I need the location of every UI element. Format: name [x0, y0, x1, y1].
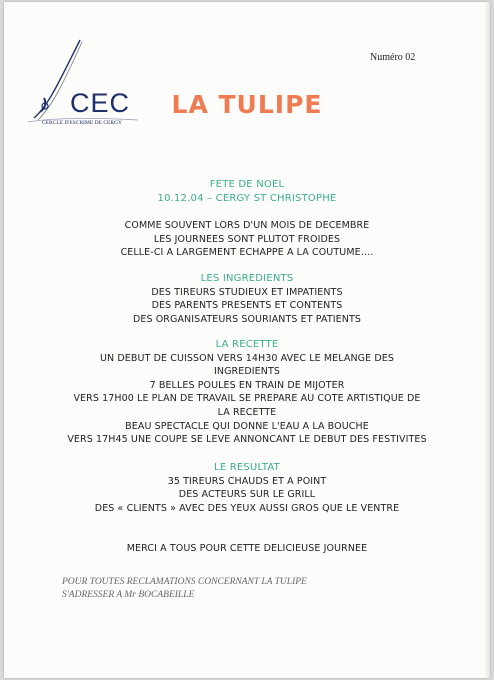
recette-line: 7 BELLES POULES EN TRAIN DE MIJOTER — [149, 379, 345, 391]
intro-line: CELLE-CI A LARGEMENT ECHAPPE A LA COUTUME…. — [120, 247, 374, 259]
event-header — [0, 178, 494, 205]
resultat-line: DES « CLIENTS » AVEC DES YEUX AUSSI GROS QUE LE VENTRE — [94, 502, 400, 514]
event-name: FETE DE NOEL — [209, 179, 285, 190]
recette-heading: LA RECETTE — [215, 339, 279, 350]
recette-line: VERS 17H00 LE PLAN DE TRAVAIL SE PREPARE AU COTE ARTISTIQUE DE — [73, 393, 421, 405]
recette-section — [0, 338, 494, 447]
resultat-line: 35 TIREURS CHAUDS ET A POINT — [167, 475, 327, 487]
footer-line: POUR TOUTES RECLAMATIONS CONCERNANT LA TULIPE — [62, 577, 307, 587]
closing-line: MERCI A TOUS POUR CETTE DELICIEUSE JOURNEE — [126, 543, 368, 554]
issue-number: Numéro 02 — [370, 52, 416, 63]
ingredients-heading: LES INGREDIENTS — [200, 273, 294, 284]
intro-line: COMME SOUVENT LORS D'UN MOIS DE DECEMBRE — [124, 220, 370, 231]
closing-section — [0, 542, 494, 556]
cec-logo — [26, 36, 146, 136]
intro-paragraph — [0, 219, 494, 260]
resultat-line: DES ACTEURS SUR LE GRILL — [178, 489, 316, 501]
newsletter-title: LA TULIPE — [171, 90, 323, 119]
recette-line: LA RECETTE — [217, 406, 277, 418]
resultat-section — [0, 461, 494, 515]
event-date-place: 10.12.04 – CERGY ST CHRISTOPHE — [157, 192, 337, 204]
logo-subtitle: CERCLE D'ESCRIME DE CERGY — [42, 120, 122, 126]
recette-line: UN DEBUT DE CUISSON VERS 14H30 AVEC LE MELANGE DES — [100, 352, 394, 364]
resultat-heading: LE RESULTAT — [214, 462, 280, 473]
footer-note — [62, 576, 307, 602]
recette-line: VERS 17H45 UNE COUPE SE LEVE ANNONCANT LE DEBUT DES FESTIVITES — [67, 434, 427, 446]
footer-line: S'ADRESSER A Mr BOCABEILLE — [62, 590, 195, 600]
ingredients-line: DES ORGANISATEURS SOURIANTS ET PATIENTS — [132, 313, 362, 325]
intro-line: LES JOURNEES SONT PLUTOT FROIDES — [153, 233, 341, 245]
recette-line: INGREDIENTS — [213, 366, 281, 378]
ingredients-section — [0, 272, 494, 326]
ingredients-line: DES PARENTS PRESENTS ET CONTENTS — [151, 300, 343, 312]
ingredients-line: DES TIREURS STUDIEUX ET IMPATIENTS — [151, 286, 343, 298]
logo-text: CEC — [70, 88, 131, 118]
recette-line: BEAU SPECTACLE QUI DONNE L'EAU A LA BOUCHE — [125, 420, 369, 432]
